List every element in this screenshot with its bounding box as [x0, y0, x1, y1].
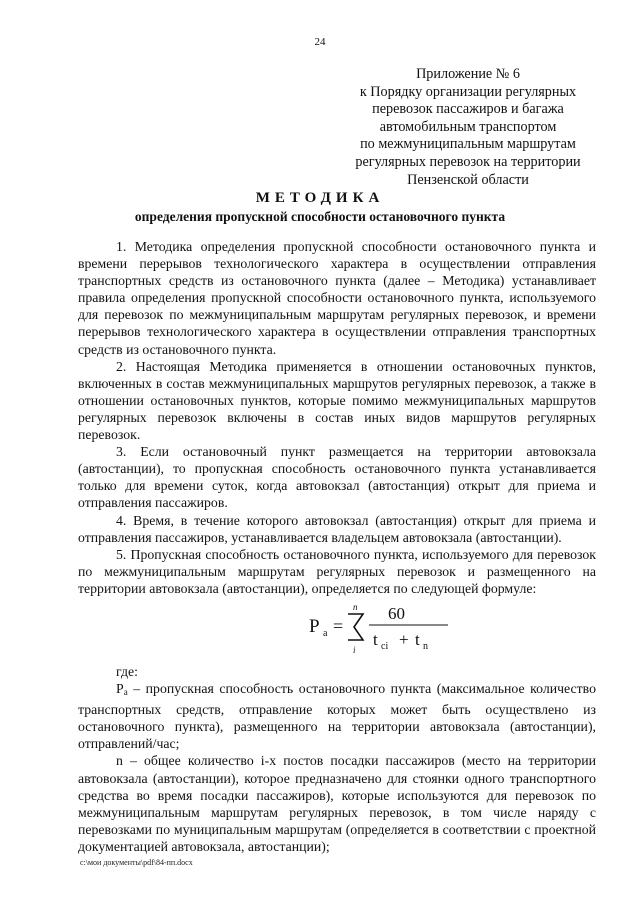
sum-icon	[348, 614, 363, 640]
document-title: МЕТОДИКА	[255, 190, 385, 206]
appendix-line: Пензенской области	[407, 171, 529, 188]
appendix-header	[318, 66, 618, 189]
formula-sum-lower: i	[353, 644, 356, 655]
definition-text: – общее количество i-х постов посадки пассажиров (место на территории автовокзала (автостанции), которое предназначено для стоянки одного транспортного средства во время посадки пассажиров), которые используются для перевозок по межмуниципальным маршрутам регулярных перевозок, в том числе наряду с перевозками по муниципальным маршрутам (определяется в соответствии с проектной документацией автовокзала, автостанции);	[78, 753, 596, 854]
document-body	[78, 238, 596, 855]
formula-lhs: P	[309, 615, 320, 637]
appendix-line: Приложение № 6	[416, 66, 520, 82]
definition-symbol: n	[116, 753, 123, 769]
appendix-line: к Порядку организации регулярных	[359, 83, 577, 100]
page-number: 24	[314, 36, 326, 48]
paragraph: 2. Настоящая Методика применяется в отношении остановочных пунктов, включенных в состав межмуниципальных маршрутов регулярных перевозок, а также в отношении остановочных пунктов, которые помимо межмуниципальных маршрутов регулярных перевозок включены в состав иных видов маршрутов регулярных перевозок.	[78, 358, 596, 443]
definition-symbol: P	[116, 681, 124, 697]
formula-equals: =	[333, 615, 344, 636]
formula-lhs-sub: a	[323, 627, 328, 639]
formula-t2-sub: n	[423, 640, 428, 652]
capacity-formula	[78, 599, 596, 657]
footer-file-path: c:\мои документы\pdf\84-пп.docx	[80, 858, 193, 867]
appendix-line: перевозок пассажиров и багажа	[372, 101, 564, 118]
formula-plus: +	[399, 629, 409, 649]
appendix-line: по межмуниципальным маршрутам	[360, 136, 576, 153]
paragraph: 5. Пропускная способность остановочного пункта, используемого для перевозок по межмуниципальным маршрутам регулярных перевозок и размещенного на территории автовокзала (автостанции), определяется по следующей формуле:	[78, 546, 596, 596]
formula-sum-upper: n	[353, 601, 358, 612]
formula-t1-sub: ci	[381, 640, 389, 652]
formula-t1: t	[373, 629, 378, 649]
definition-symbol-sub: a	[123, 687, 128, 698]
formula-t2: t	[415, 629, 420, 649]
document-subtitle: определения пропускной способности остановочного пункта	[134, 209, 506, 224]
definition-text: – пропускная способность остановочного пункта (максимальное количество транспортных средств, отправление которых может быть осуществлено из остановочного пункта), размещенного на территории автовокзала (автостанции), отправлений/час;	[78, 681, 596, 752]
paragraph: 3. Если остановочный пункт размещается на территории автовокзала (автостанции), то пропускная способность остановочного пункта устанавливается только для времени суток, когда автовокзал (автостанция) открыт для приема и отправления пассажиров.	[78, 444, 596, 511]
paragraph: 4. Время, в течение которого автовокзал (автостанция) открыт для приема и отправления пассажиров, устанавливается владельцем автовокзала (автостанции).	[78, 512, 596, 545]
definition-item	[78, 680, 596, 752]
appendix-line: автомобильным транспортом	[379, 118, 557, 135]
paragraph: 1. Методика определения пропускной способности остановочного пункта и времени перерывов технологического характера в осуществлении отправления транспортных средств из остановочного пункта (далее – Методика) устанавливает правила определения пропускной способности остановочного пункта, используемого для перевозок по межмуниципальным маршрутам регулярных перевозок, и времени перерывов технологического характера в осуществлении отправления транспортных средств из остановочного пункта.	[78, 239, 596, 357]
formula-svg	[303, 599, 483, 657]
appendix-line: регулярных перевозок на территории	[355, 153, 581, 170]
formula-numerator: 60	[388, 603, 405, 623]
where-label: где:	[116, 663, 138, 679]
definition-item	[78, 752, 596, 855]
